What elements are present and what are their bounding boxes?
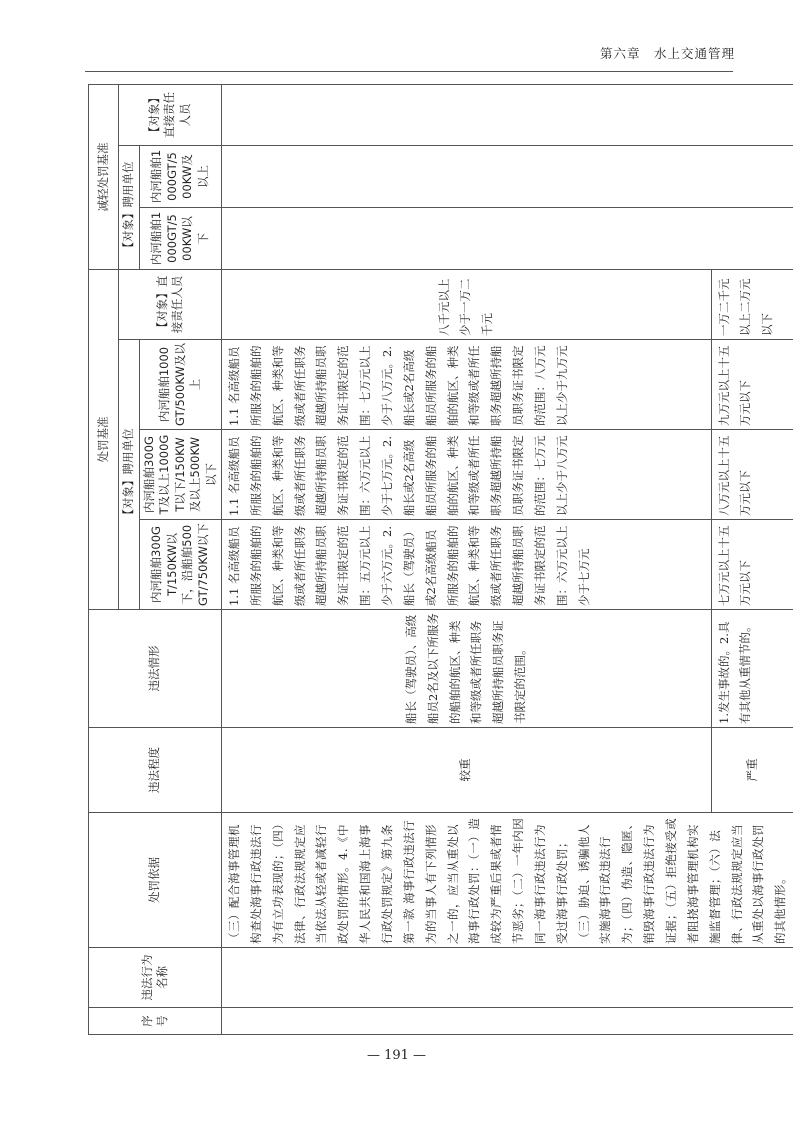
- header-circumstance: 违法情形: [89, 610, 222, 728]
- header-seq: 序号: [89, 1008, 222, 1035]
- name-cell: [222, 948, 793, 1008]
- circumstance-cell: 船长（驾驶员）、高级船员2名及以下所服务的船舶的航区、种类和等级或者所任职务超越所持船员职务证书限定的范围。: [222, 610, 712, 728]
- penalty-person-cell: 八千元以上少于一万二千元: [222, 270, 712, 340]
- header-reduced-large: 内河船舶1000GT/500KW及以上: [139, 146, 222, 208]
- penalty-medium-cell: 八万元以上十五万元以下: [711, 430, 793, 520]
- seq-cell: [222, 1008, 793, 1035]
- penalty-medium-cell: 1.1 名高级船员所服务的船舶的航区、种类和等级或者所任职务超越所持船员职务证书限定的范围：六万元以上少于七万元。2.船长或2名高级船员所服务的船舶的航区、种类和等级或者所任职务超越所持船员职务证书限定的范围：七万元以上少于八万元: [222, 430, 712, 520]
- header-direct-person-reduced: 【对象】直接责任人员: [119, 84, 222, 145]
- page-number: — 191 —: [366, 1048, 427, 1063]
- reduced-small-cell: [222, 208, 793, 270]
- penalty-small-cell: 七万元以上十五万元以下: [711, 520, 793, 610]
- basis-cell: （三）配合海事管理机构查处海事行政违法行为有立功表现的；（四）法律、行政法规规定应当依法从轻或者减轻行政处罚的情形。4.《中华人民共和国海上海事行政处罚规定》第九条第一款 海事行政违法行为的当事人有下列情形之一的，应当从重处以海事行政处罚：（一）造成较为严重后果或者情节恶劣；（二）一年内因同一海事行政违法行为受过海事行政处罚；（三）胁迫、诱骗他人实施海事行政违法行为；（四）伪造、隐匿、销毁海事行政违法行为证据；（五）拒绝接受或者阻挠海事管理机构实施监督管理；（六）法律、行政法规规定应当从重处以海事行政处罚的其他情形。: [222, 813, 793, 948]
- header-medium-ship: 内河船舶300GT及以上1000GT以下/150KW及以上500KW以下: [139, 430, 222, 520]
- header-name: 违法行为名称: [89, 948, 222, 1008]
- chapter-header: 第六章 水上交通管理: [599, 46, 735, 61]
- reduced-large-cell: [222, 146, 793, 208]
- header-large-ship: 内河船舶1000GT/500KW及以上: [139, 340, 222, 430]
- header-small-ship: 内河船舶300GT/150KW以下，沿船舶500GT/750KW以下: [139, 520, 222, 610]
- header-rule: [85, 71, 733, 72]
- penalty-large-cell: 1.1 名高级船员所服务的船舶的航区、种类和等级或者所任职务超越所持船员职务证书限定的范围：七万元以上少于八万元。2.船长或2名高级船员所服务的船舶的航区、种类和等级或者所任职务超越所持船员职务证书限定的范围：八万元以上少于九万元: [222, 340, 712, 430]
- degree-cell: 较重: [222, 728, 712, 813]
- header-employer-reduced: 【对象】聘用单位: [119, 146, 140, 270]
- header-basis: 处罚依据: [89, 813, 222, 948]
- header-employer: 【对象】聘用单位: [119, 340, 140, 610]
- header-direct-person: 【对象】直接责任人员: [119, 270, 222, 340]
- header-degree: 违法程度: [89, 728, 222, 813]
- circumstance-cell: 1.发生事故的。2.具有其他从重情节的。: [711, 610, 793, 728]
- header-reduced: 减轻处罚基准: [89, 84, 119, 269]
- penalty-table-rotated: [88, 85, 788, 1035]
- penalty-table: [88, 84, 793, 1035]
- penalty-small-cell: 1.1 名高级船员所服务的船舶的航区、种类和等级或者所任职务超越所持船员职务证书限定的范围：五万元以上 少于六万元。2.船长（驾驶员）或2名高级船员所服务的船舶的航区、种类和等级或者所任职务超越所持船员职务证书限定的范围：六万元以上少于七万元: [222, 520, 712, 610]
- header-reduced-small: 内河船舶1000GT/500KW以下: [139, 208, 222, 270]
- penalty-person-cell: 一万二千元以上二万元以下: [711, 270, 793, 340]
- penalty-large-cell: 九万元以上十五万元以下: [711, 340, 793, 430]
- degree-cell: 严重: [711, 728, 793, 813]
- header-standard: 处罚基准: [89, 270, 119, 610]
- reduced-person-cell: [222, 84, 793, 145]
